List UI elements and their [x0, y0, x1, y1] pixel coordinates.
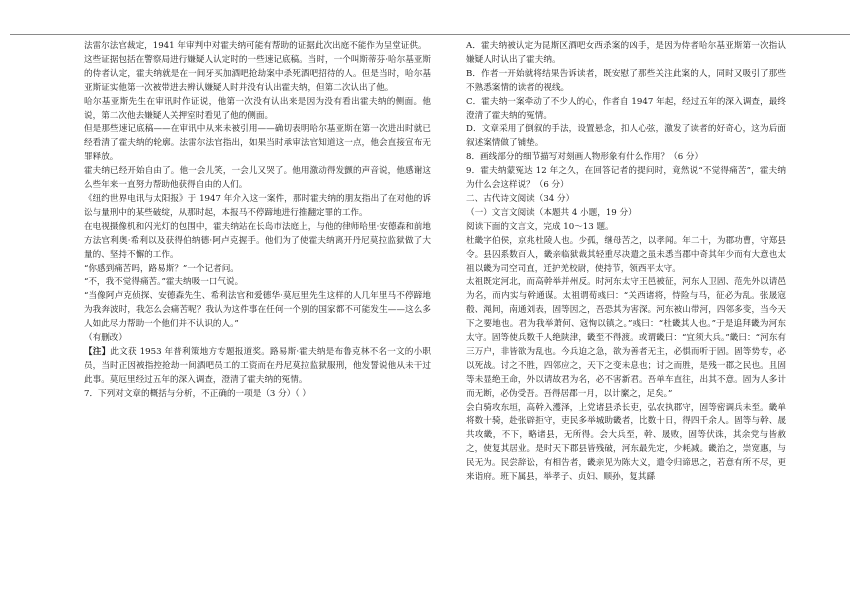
passage-paragraph: 太祖既定河北，而高幹举并州反。时河东太守王邑被征，河东人卫固、范先外以请邑为名，而内实与幹通谋。太祖谓荀彧曰：“关西诸将，恃险与马，征必为乱。张晟寇殽、渑间，南通刘表，固等因之，吾恐其为害深。河东被山带河，四邻多变，当今天下之要地也。君为我举萧何、寇恂以镇之。”彧曰：“杜畿其人也。”于是追拜畿为河东太守。固等使兵数千人绝陕津，畿至不得渡。或谓畿曰：“宜须大兵。”畿曰：“河东有三万户，非皆欲为乱也。今兵迫之急，欲为善者无主，必惧而听于固。固等势专，必以死战。讨之不胜，四邻应之，天下之变未息也；讨之而胜，是残一郡之民也。且固等未显绝王命，外以请故君为名，必不害新君。吾单车直往，出其不意。固为人多计而无断，必伪受吾。吾得居郡一月，以计縻之，足矣。” [466, 277, 786, 399]
annotation-text: 此文获 1953 年普利策地方专题报道奖。路易斯·霍夫纳是布鲁克林不名一文的小职员，当时正因被指控抢劫一间酒吧员工的工资而在丹尼莫拉监狱服刑，他发誓说他从未干过此事。莫厄里经过五年的深入调查，澄清了霍夫纳的冤情。 [84, 346, 431, 385]
option-b: B．作者一开始就将结果告诉读者，既安慰了那些关注此案的人，同时又吸引了那些不熟悉案情的读者的视线。 [466, 68, 786, 93]
subsection-heading: （一）文言文阅读（本题共 4 小题，19 分） [466, 207, 637, 218]
source-note: （有删改） [84, 333, 127, 344]
paragraph: “当像阿卢克侦探、安德森先生、希利法官和爱德华·莫厄里先生这样的人几年里马不停蹄地为我奔波时，我怎么会痛苦呢？我认为这件事在任何一个别的国家都不可能发生——这么多人如此尽力帮助一个他们并不认识的人。” [84, 291, 431, 330]
paragraph: “不，我不觉得痛苦。”霍夫纳吸一口气说。 [84, 277, 244, 288]
option-a: A．霍夫纳被认定为昆斯区酒吧女西杀案的凶手，是因为侍者哈尔基亚斯第一次指认嫌疑人时认出了霍夫纳。 [466, 41, 786, 65]
left-column [84, 40, 431, 402]
question-9: 9．霍夫纳蒙冤达 12 年之久，在回答记者的提问时，竟然说“不觉得痛苦”，霍夫纳为什么会这样说？（6 分） [466, 166, 786, 191]
right-column [466, 40, 786, 485]
paragraph: 在电视摄像机和闪光灯的包围中，霍夫纳站在长岛市法庭上，与他的律师哈里·安德森和前地方法官利奥·希利以及获得伯纳德·阿卢克握手。他们为了使霍夫纳离开丹尼莫拉监狱做了大量的、坚持不懈的工作。 [84, 221, 431, 260]
paragraph: 这些证据包括在警察局进行嫌疑人认定时的一些速记底稿。当时，一个叫斯蒂芬·哈尔基亚斯的侍者认定，霍夫纳就是在一间牙买加酒吧抢劫案中杀死酒吧招待的人。但是当时，哈尔基亚斯证实他第一次被带进去辨认嫌疑人时并没有认出霍夫纳，但第二次认出了他。 [84, 54, 431, 93]
paragraph: “你感到痛苦吗，路易斯？”一个记者问。 [84, 263, 239, 274]
instruction: 阅读下面的文言文，完成 10～13 题。 [466, 221, 614, 232]
option-c: C．霍夫纳一案牵动了不少人的心，作者自 1947 年起，经过五年的深入调查，最终澄清了霍夫纳的冤情。 [466, 96, 786, 121]
question-8: 8．画线部分的细节描写对刻画人物形象有什么作用？（6 分） [466, 152, 704, 163]
passage-paragraph: 会白骑攻东垣，高幹入濩泽，上党诸县杀长吏，弘农执郡守，固等密调兵未至。畿单将数十骑，赴张辟拒守，吏民多举城助畿者，比数十日，得四千余人。固等与幹、晟共攻畿，不下，略诸县，无所得。会大兵至，幹、晟败，固等伏诛，其余党与皆赦之，使复其居业。是时天下郡县皆残破，河东最先定，少耗减。畿治之，崇宽惠，与民无为。民尝辞讼，有相告者，畿亲见为陈大义，遣令归谛思之，若意有所不尽，更来诣府。班下属县，举孝子、贞妇、顺孙，复其繇 [466, 402, 786, 483]
annotation [84, 346, 431, 388]
paragraph: 法雷尔法官裁定，1941 年审判中对霍夫纳可能有帮助的证据此次出庭不能作为呈堂证供。 [84, 41, 427, 51]
option-d: D．文章采用了倒叙的手法，设置悬念，扣人心弦，激发了读者的好奇心，这为后面叙述案情做了铺垫。 [466, 124, 786, 149]
section-heading: 二、古代诗文阅读（34 分） [466, 193, 575, 204]
annotation-label: 【注】 [84, 346, 111, 357]
paragraph: 哈尔基亚斯先生在审讯时作证说，他第一次没有认出来是因为没有看出霍夫纳的侧面。他说，第二次他去嫌疑人关押室时看见了他的侧面。 [84, 96, 431, 121]
question-7: 7．下列对文章的概括与分析，不正确的一项是（3 分）（ ） [84, 388, 311, 399]
paragraph: 《纽约世界电讯与太阳报》于 1947 年介入这一案件，那时霍夫纳的朋友指出了在对他的诉讼与量刑中的某些破绽，从那时起，本报马不停蹄地进行推翻定罪的工作。 [84, 193, 431, 218]
passage-paragraph: 杜畿字伯侯，京兆杜陵人也。少孤，继母苦之，以孝闻。年二十，为郡功曹，守郑县令。县囚系数百人，畿亲临狱裁其轻重尽决遣之虽未悉当郡中奇其年少而有大意也太祖以畿为司空司直，迁护羌校尉，使持节，领西平太守。 [466, 235, 786, 274]
paragraph: 但是那些速记底稿——在审讯中从来未被引用——确切表明哈尔基亚斯在第一次进出时就已经看清了霍夫纳的轮廓。法雷尔法官指出，如果当时承审法官知道这一点，他会直接宣布无罪释放。 [84, 124, 431, 163]
header-rule [10, 34, 850, 35]
paragraph: 霍夫纳已经开始自由了。他一会儿笑，一会儿又哭了。他用激动得发颤的声音说，他感谢这么些年来一直努力帮助他获得自由的人们。 [84, 166, 431, 191]
